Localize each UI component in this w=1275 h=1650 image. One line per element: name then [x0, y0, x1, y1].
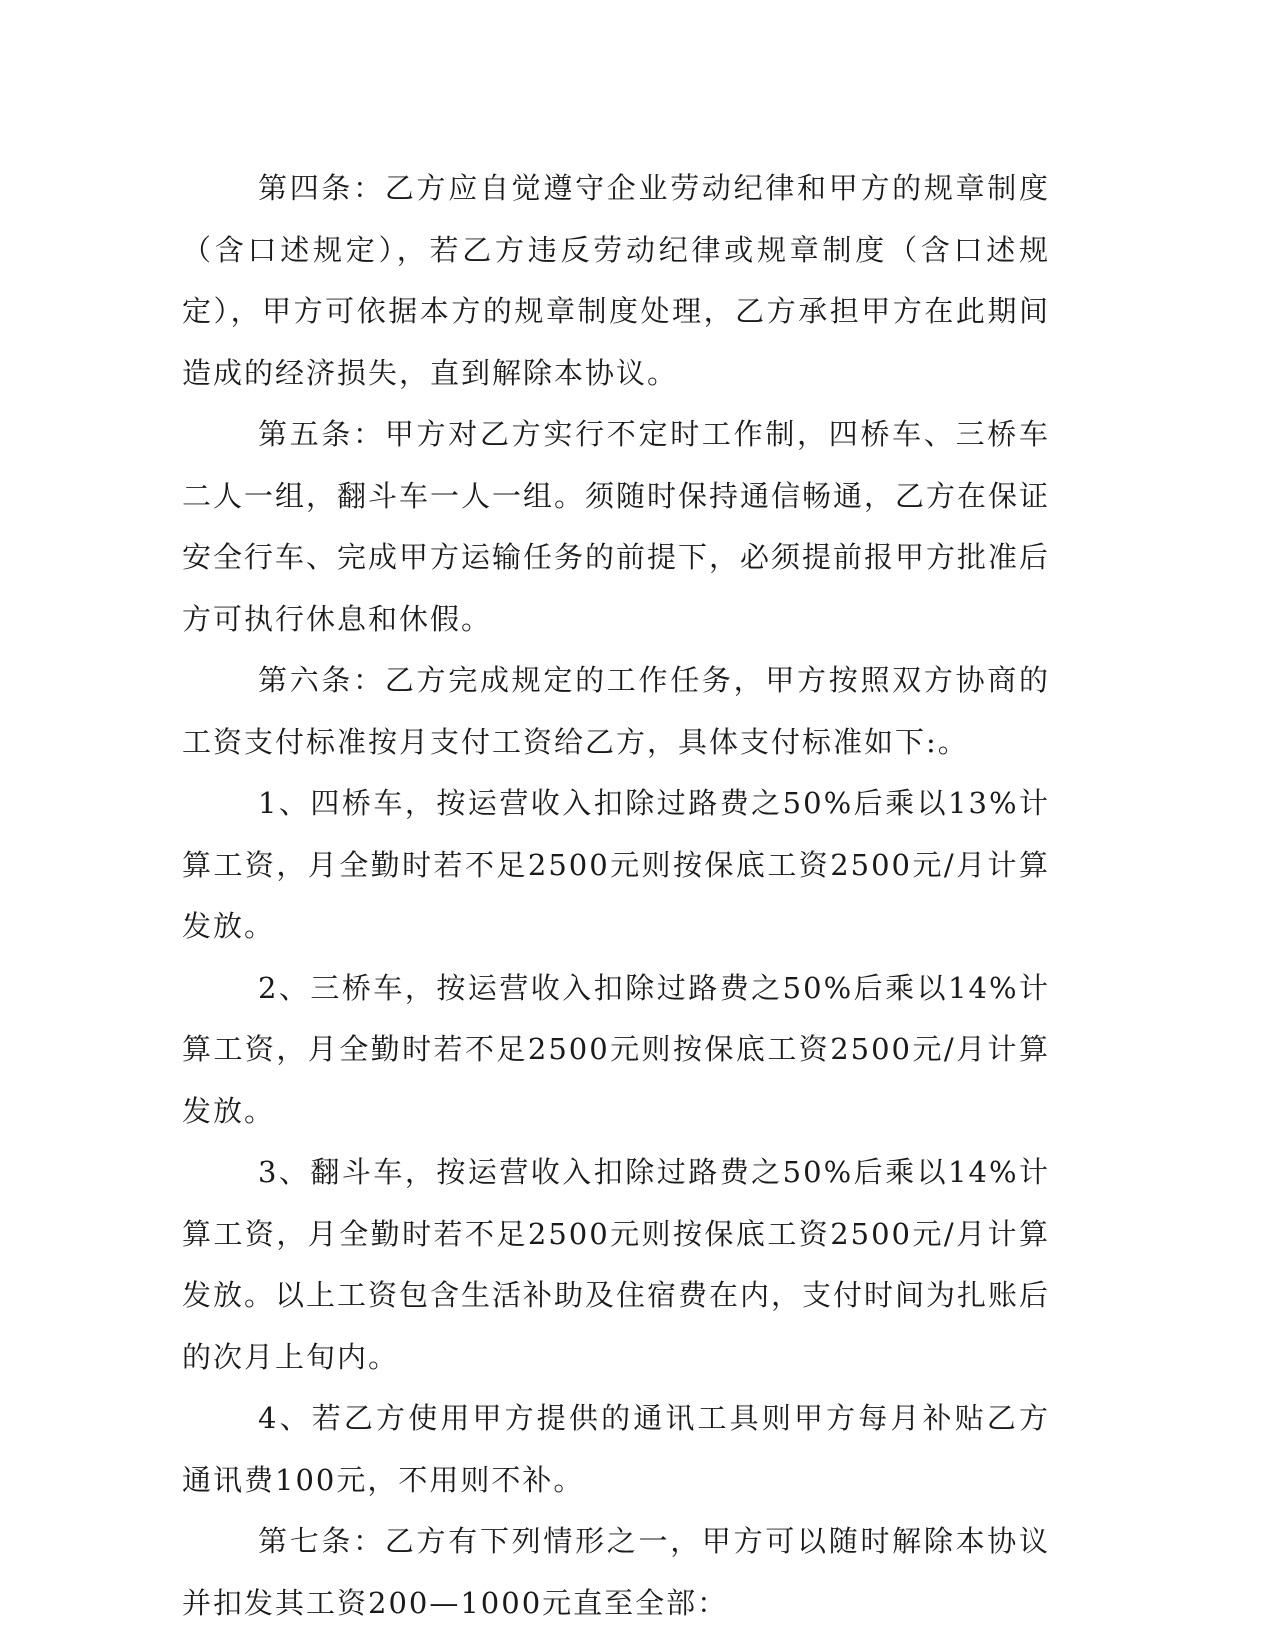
article-5-paragraph: 第五条：甲方对乙方实行不定时工作制，四桥车、三桥车二人一组，翻斗车一人一组。须随时保持通信畅通，乙方在保证安全行车、完成甲方运输任务的前提下，必须提前报甲方批准后方可执行休息和休假。	[182, 417, 1051, 636]
article-6-item-4: 4、若乙方使用甲方提供的通讯工具则甲方每月补贴乙方通讯费100元，不用则不补。	[182, 1401, 1050, 1497]
article-6-paragraph: 第六条：乙方完成规定的工作任务，甲方按照双方协商的工资支付标准按月支付工资给乙方，具体支付标准如下:。	[182, 663, 1050, 759]
article-4-paragraph: 第四条：乙方应自觉遵守企业劳动纪律和甲方的规章制度（含口述规定），若乙方违反劳动纪律或规章制度（含口述规定），甲方可依据本方的规章制度处理，乙方承担甲方在此期间造成的经济损失，直到解除本协议。	[182, 171, 1050, 390]
article-7-paragraph: 第七条：乙方有下列情形之一，甲方可以随时解除本协议并扣发其工资200—1000元直至全部：	[182, 1524, 1050, 1620]
document-body	[182, 158, 1050, 1634]
article-6-item-2: 2、三桥车，按运营收入扣除过路费之50%后乘以14%计算工资，月全勤时若不足2500元则按保底工资2500元/月计算发放。	[182, 970, 1050, 1128]
article-6-item-3: 3、翻斗车，按运营收入扣除过路费之50%后乘以14%计算工资，月全勤时若不足2500元则按保底工资2500元/月计算发放。以上工资包含生活补助及住宿费在内，支付时间为扎账后的次月上旬内。	[182, 1155, 1051, 1374]
article-6-item-1: 1、四桥车，按运营收入扣除过路费之50%后乘以13%计算工资，月全勤时若不足2500元则按保底工资2500元/月计算发放。	[182, 786, 1050, 943]
